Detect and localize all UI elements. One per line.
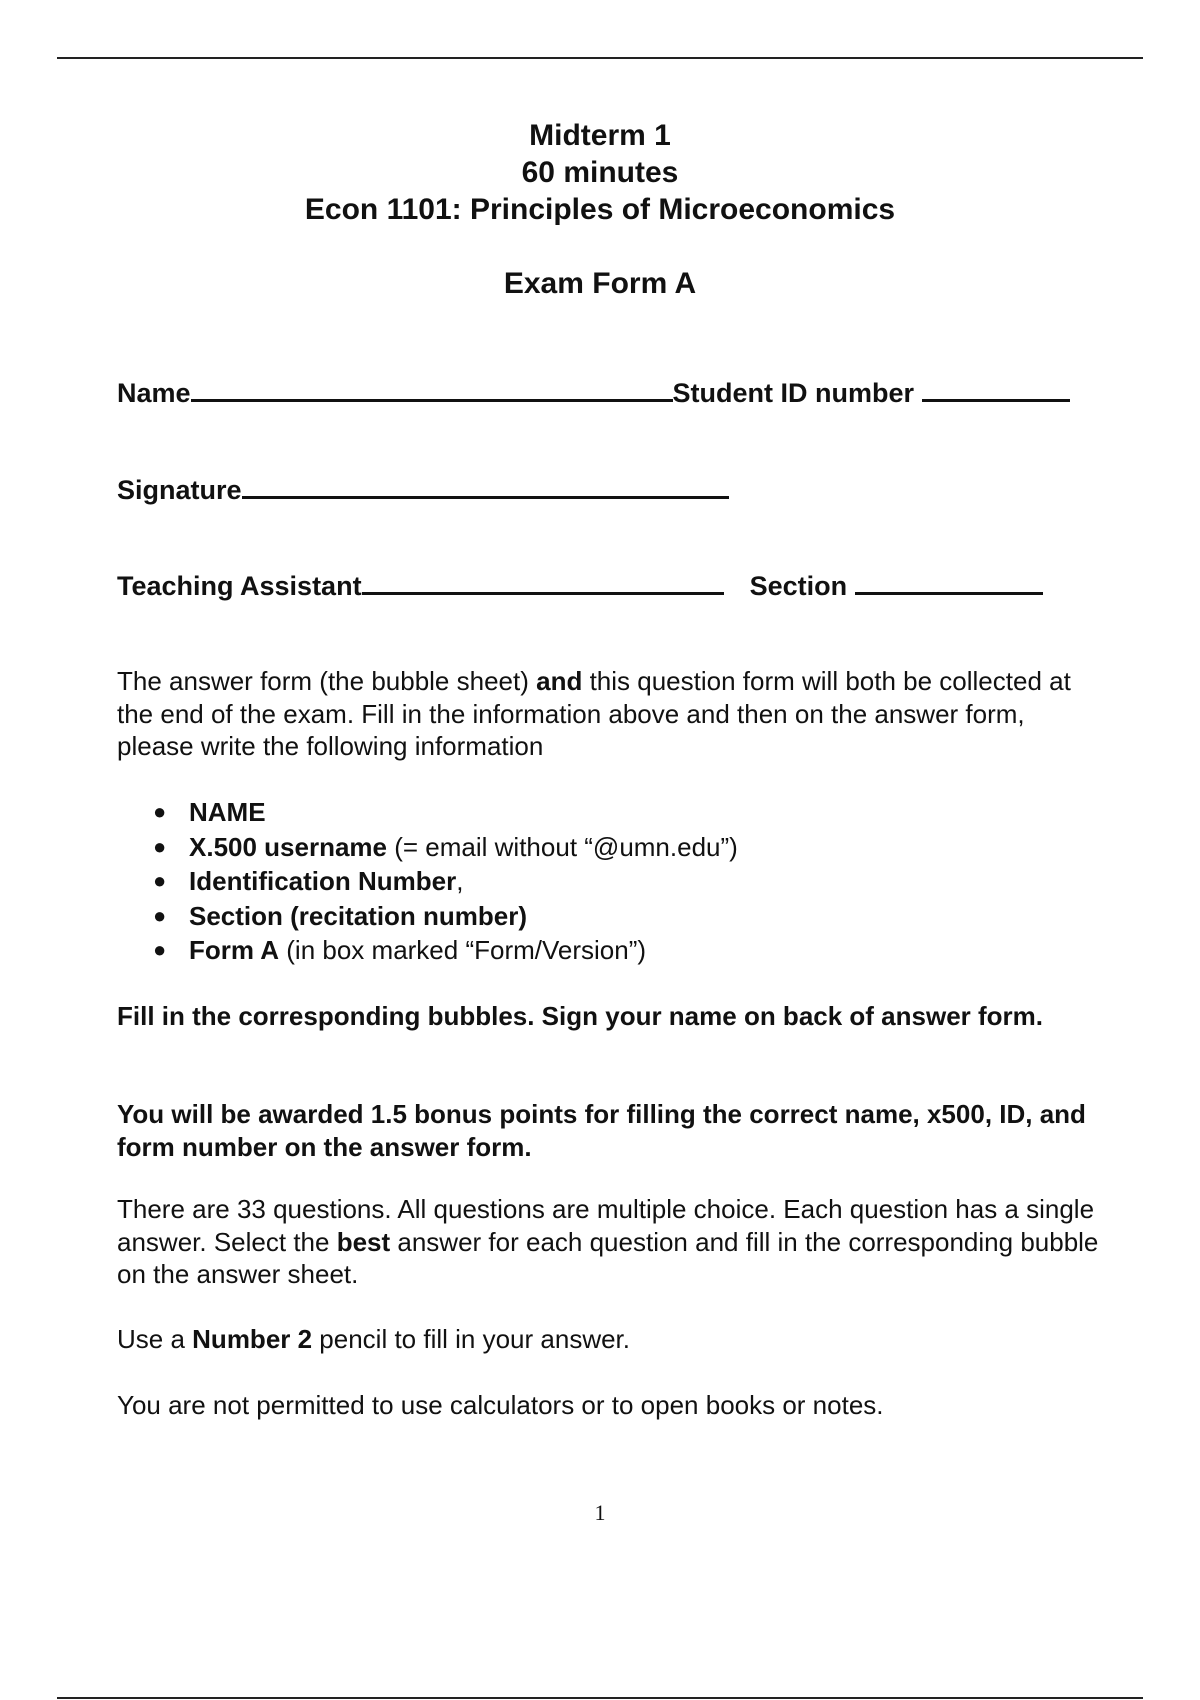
- signature-label: Signature: [117, 475, 242, 505]
- questions-text-2: answer for each question and fill in the corresponding bubble on the answer sheet.: [117, 1226, 1099, 1289]
- bullet-icon: ●: [153, 902, 167, 928]
- list-item-rest: (= email without “@umn.edu”): [387, 831, 738, 862]
- questions-info-paragraph: [117, 1193, 1105, 1291]
- name-blank[interactable]: [191, 373, 673, 402]
- bullet-icon: ●: [153, 868, 167, 893]
- intro-bold-and: and: [536, 666, 583, 696]
- list-item: [117, 795, 1105, 830]
- top-rule: [57, 57, 1143, 59]
- calculator-rule-paragraph: You are not permitted to use calculators or to open books or notes.: [117, 1390, 884, 1420]
- intro-text-1: The answer form (the bubble sheet): [117, 666, 537, 696]
- ta-section-row: [117, 566, 1140, 602]
- bullet-icon: ●: [153, 937, 167, 962]
- list-item-rest: (in box marked “Form/Version”): [279, 935, 647, 965]
- page-number: 1: [594, 1500, 606, 1525]
- list-item-bold: Identification Number: [189, 866, 457, 896]
- section-label: Section: [749, 571, 848, 601]
- name-label: Name: [117, 378, 191, 408]
- questions-bold-best: best: [336, 1226, 391, 1257]
- student-id-blank[interactable]: [922, 373, 1070, 402]
- title-line-midterm: Midterm 1: [529, 119, 671, 152]
- signature-row: [117, 470, 1140, 506]
- fill-bubbles-instruction: Fill in the corresponding bubbles. Sign your name on back of answer form.: [117, 1001, 1044, 1031]
- intro-paragraph: [117, 665, 1105, 763]
- pencil-text-1: Use a: [117, 1324, 193, 1354]
- exam-title: [0, 117, 1200, 228]
- list-item-bold: Form A: [189, 935, 280, 965]
- title-line-course: Econ 1101: Principles of Microeconomics: [304, 193, 896, 226]
- ta-blank[interactable]: [362, 566, 724, 595]
- pencil-bold-number: Number 2: [192, 1324, 313, 1354]
- signature-blank[interactable]: [242, 470, 729, 499]
- list-item-rest: ,: [456, 866, 464, 896]
- section-blank[interactable]: [855, 566, 1043, 595]
- bullet-icon: ●: [153, 799, 167, 824]
- bottom-rule: [57, 1697, 1143, 1699]
- name-id-row: [117, 373, 1140, 409]
- list-item-bold: NAME: [189, 797, 266, 827]
- bullet-icon: ●: [153, 833, 167, 859]
- pencil-text-2: pencil to fill in your answer.: [312, 1324, 631, 1354]
- bonus-points-instruction: You will be awarded 1.5 bonus points for filling the correct name, x500, ID, and form number on the answer form.: [117, 1099, 1086, 1162]
- student-id-label: Student ID number: [672, 378, 915, 408]
- ta-label: Teaching Assistant: [117, 571, 362, 601]
- list-item: [117, 899, 1105, 934]
- intro-text-2: this question form will both be collected at the end of the exam. Fill in the information above and then on the answer form, please write the following information: [117, 666, 1071, 761]
- title-line-duration: 60 minutes: [521, 156, 679, 189]
- questions-text-1: There are 33 questions. All questions are multiple choice. Each question has a single answer. Select the: [117, 1194, 1095, 1257]
- list-item: [117, 933, 1105, 968]
- required-info-list: [117, 795, 1105, 968]
- list-item-bold: X.500 username: [189, 831, 388, 862]
- pencil-info-paragraph: [117, 1323, 1105, 1356]
- list-item: [117, 830, 1105, 865]
- list-item-bold: Section (recitation number): [189, 900, 528, 931]
- exam-form-title: Exam Form A: [503, 267, 697, 300]
- list-item: [117, 864, 1105, 899]
